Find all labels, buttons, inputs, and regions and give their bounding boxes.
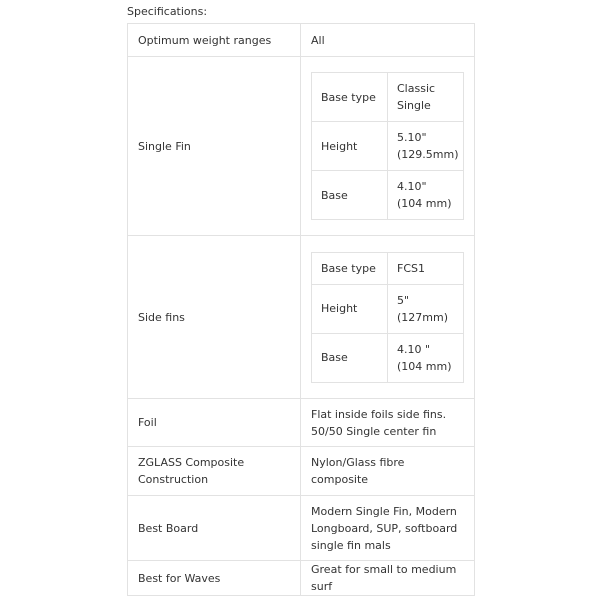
row-label: Single Fin bbox=[128, 57, 301, 236]
side-fins-details-table bbox=[311, 252, 464, 383]
table-row-weight bbox=[128, 24, 475, 57]
row-value: Flat inside foils side fins. 50/50 Single center fin bbox=[301, 399, 475, 447]
row-label: Foil bbox=[128, 399, 301, 447]
table-row-single-fin bbox=[128, 57, 475, 236]
row-label: Side fins bbox=[128, 236, 301, 399]
single-fin-details-table bbox=[311, 72, 464, 220]
detail-row bbox=[312, 73, 464, 122]
table-row-foil bbox=[128, 399, 475, 447]
row-label: ZGLASS Composite Construction bbox=[128, 447, 301, 496]
specifications-heading: Specifications: bbox=[127, 5, 208, 18]
row-label: Best Board bbox=[128, 496, 301, 561]
detail-label: Base bbox=[312, 171, 388, 220]
table-row-construction bbox=[128, 447, 475, 496]
row-value: Nylon/Glass fibre composite bbox=[301, 447, 475, 496]
detail-row bbox=[312, 122, 464, 171]
row-label: Optimum weight ranges bbox=[128, 24, 301, 57]
detail-value: 5.10" (129.5mm) bbox=[388, 122, 464, 171]
detail-row bbox=[312, 284, 464, 333]
detail-label: Height bbox=[312, 122, 388, 171]
detail-row bbox=[312, 252, 464, 284]
detail-value: 5" (127mm) bbox=[388, 284, 464, 333]
table-row-side-fins bbox=[128, 236, 475, 399]
row-value: Great for small to medium surf bbox=[301, 561, 475, 596]
row-value bbox=[301, 57, 475, 236]
row-value: Modern Single Fin, Modern Longboard, SUP, softboard single fin mals bbox=[301, 496, 475, 561]
row-value: All bbox=[301, 24, 475, 57]
detail-label: Base bbox=[312, 333, 388, 382]
row-value bbox=[301, 236, 475, 399]
table-row-best-board bbox=[128, 496, 475, 561]
detail-value: 4.10" (104 mm) bbox=[388, 171, 464, 220]
specifications-table bbox=[127, 23, 475, 596]
detail-label: Height bbox=[312, 284, 388, 333]
detail-row bbox=[312, 171, 464, 220]
detail-value: 4.10 " (104 mm) bbox=[388, 333, 464, 382]
detail-label: Base type bbox=[312, 252, 388, 284]
table-row-best-waves bbox=[128, 561, 475, 596]
detail-label: Base type bbox=[312, 73, 388, 122]
detail-row bbox=[312, 333, 464, 382]
detail-value: FCS1 bbox=[388, 252, 464, 284]
detail-value: Classic Single bbox=[388, 73, 464, 122]
row-label: Best for Waves bbox=[128, 561, 301, 596]
